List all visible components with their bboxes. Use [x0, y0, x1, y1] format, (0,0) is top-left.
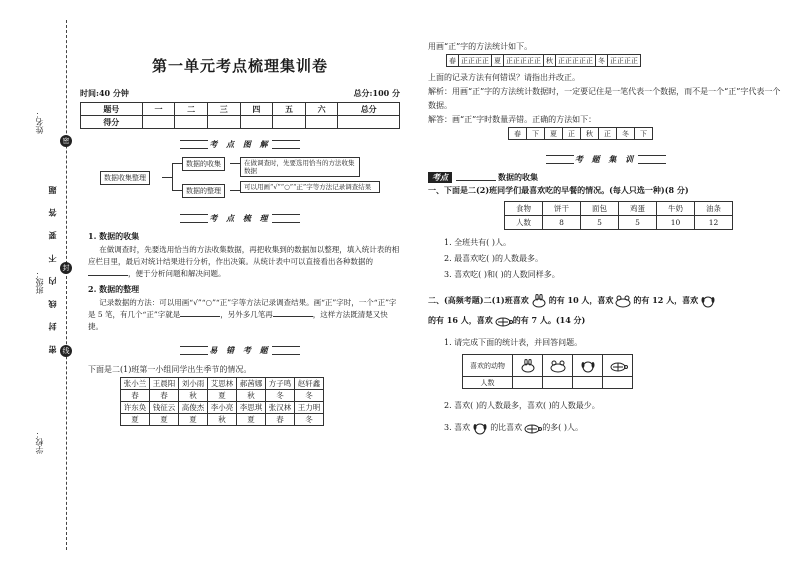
- tree-connector: [162, 177, 172, 178]
- score-input-row: 得分: [81, 116, 400, 129]
- error-analysis: 解析：用画“正”字的方法统计数据时，一定要记住是一笔代表一个数据，而不是一个“正”字代表一个数据。: [428, 87, 781, 110]
- exam-total: 总分:100 分: [353, 88, 400, 98]
- table-row: 许东奂 钱征云 高俊杰 李小亮 李思琪 张汉林 王力明: [121, 402, 324, 414]
- season-table: [120, 377, 324, 426]
- tree-connector: [230, 190, 240, 191]
- table-row: 夏 夏 夏 秋 夏 春 冬: [121, 414, 324, 426]
- score-cell[interactable]: [338, 116, 400, 129]
- table-row: 喜欢的动物: [463, 355, 633, 377]
- score-cell[interactable]: [240, 116, 273, 129]
- question-2-1: 1. 请完成下面的统计表，并回答问题。: [444, 338, 583, 347]
- score-table: [80, 102, 400, 129]
- fill-blank[interactable]: [88, 268, 128, 276]
- review-paragraph-1: 在做调查时，先要选用恰当的方法收集数据，再把收集到的数据加以整理，填入统计表的相应栏目里，最后对统计结果进行分析，作出决策。从统计表中可以直接看出各种数据的，便于分析问题和解决问题。: [88, 245, 400, 278]
- score-cell[interactable]: [142, 116, 175, 129]
- left-column: [80, 55, 400, 426]
- seal-circle-3: 线: [60, 345, 72, 357]
- school-field[interactable]: 学校：: [35, 430, 44, 454]
- page-title: 第一单元考点梳理集训卷: [151, 57, 328, 75]
- puppy-icon: [470, 421, 490, 435]
- review-paragraph-2: 记录数据的方法：可以用画“√”“○”“正”字等方法记录调查结果。画“正”字时，一个“正”字是 5 笔，有几个“正”字就是 ，另外多几笔再 ，这样方法既清楚又快捷。: [88, 298, 397, 331]
- name-field[interactable]: 姓名：: [35, 110, 44, 134]
- question-1-1[interactable]: 1. 全班共有( )人。: [444, 238, 511, 247]
- score-cell[interactable]: [207, 116, 240, 129]
- question-2-2[interactable]: 2. 喜欢( )的人数最多，喜欢( )的人数最少。: [444, 401, 600, 410]
- rabbit-icon: [529, 294, 549, 308]
- breakfast-table: [504, 201, 733, 230]
- practice-topic: [428, 172, 783, 183]
- exam-meta: [80, 88, 400, 99]
- tally-intro: 用画“正”字的方法统计如下。: [428, 42, 533, 51]
- table-row: 张小兰 王晨阳 刘小雨 艾思林 郝茜娜 方子鸣 赵轩鑫: [121, 378, 324, 390]
- table-row: 人数 8 5 5 10 12: [505, 216, 733, 230]
- frog-icon: [613, 294, 633, 308]
- seal-line: [66, 20, 67, 550]
- turtle-icon: [493, 314, 513, 328]
- tree-root: 数据收集整理: [100, 171, 150, 185]
- puppy-icon: [578, 359, 598, 373]
- count-cell[interactable]: [513, 377, 543, 389]
- question-2-3[interactable]: 3. 喜欢 的比喜欢 的多( )人。: [444, 421, 783, 435]
- count-cell[interactable]: [543, 377, 573, 389]
- error-answer: 解答：画“正”字时数量弄错。正确的方法如下：: [428, 115, 597, 124]
- question-1-3[interactable]: 3. 喜欢吃( )和( )的人数同样多。: [444, 270, 560, 279]
- tree-connector: [172, 163, 182, 164]
- table-row: 春 下 夏 正 秋 正 冬 下: [509, 128, 653, 140]
- topic-tag: 考点: [428, 172, 452, 183]
- turtle-icon: [608, 359, 628, 373]
- seal-circle-2: 封: [60, 262, 72, 274]
- seal-text: 密 封 线 内 不 要 答 题: [47, 180, 57, 354]
- fill-blank[interactable]: [273, 309, 313, 317]
- table-row: 春 春 秋 夏 秋 冬 冬: [121, 390, 324, 402]
- question-2: 二、(高频考题)二(1)班喜欢 的有 10 人，喜欢 的有 12 人，喜欢 的有 16 人，喜欢 的有 7 人。(14 分): [428, 290, 783, 330]
- tree-branch-collect: 数据的收集: [182, 157, 225, 171]
- binding-strip: [0, 0, 78, 562]
- tree-branch-organize: 数据的整理: [182, 184, 225, 198]
- score-cell[interactable]: [305, 116, 338, 129]
- tally-right-table: [508, 127, 653, 140]
- concept-tree: [100, 157, 400, 197]
- question-1-2[interactable]: 2. 最喜欢吃( )的人数最多。: [444, 254, 543, 263]
- seal-circle-1: 密: [60, 135, 72, 147]
- animal-table: [462, 354, 633, 389]
- tree-desc-organize: 可以用画“√”“○”“正”字等方法记录调查结果: [240, 181, 380, 193]
- review-heading-1: 1. 数据的收集: [88, 231, 140, 241]
- count-cell[interactable]: [603, 377, 633, 389]
- turtle-icon: [522, 421, 542, 435]
- section-banner-errors: 易 错 考 题: [180, 343, 300, 357]
- class-field[interactable]: 班级：: [35, 270, 44, 294]
- topic-divider: [456, 175, 496, 181]
- table-row: 食物 饼干 面包 鸡蛋 牛奶 油条: [505, 202, 733, 216]
- right-column: [428, 40, 783, 435]
- tree-connector: [172, 190, 182, 191]
- table-row: 春 正正正正 夏 正正正正正 秋 正正正正正 冬 正正正正: [447, 55, 641, 67]
- rabbit-icon: [518, 359, 538, 373]
- score-header-row: 题号 一 二 三 四 五 六 总分: [81, 103, 400, 116]
- section-banner-practice: 考 题 集 训: [546, 152, 666, 166]
- fill-blank[interactable]: [180, 309, 220, 317]
- error-intro: 下面是二(1)班第一小组同学出生季节的情况。: [88, 365, 252, 374]
- question-1: 一、下面是二(2)班同学们最喜欢吃的早餐的情况。(每人只选一种)(8 分): [428, 185, 689, 195]
- tally-wrong-table: [446, 54, 641, 67]
- table-row: 人数: [463, 377, 633, 389]
- section-banner-review: 考 点 梳 理: [180, 211, 300, 225]
- tree-desc-collect: 在做调查时，先要选用恰当的方法收集数据: [240, 157, 360, 177]
- tree-connector: [230, 163, 240, 164]
- score-cell[interactable]: [175, 116, 208, 129]
- puppy-icon: [698, 294, 718, 308]
- tree-connector: [172, 163, 173, 191]
- error-question: 上面的记录方法有何错误？请指出并改正。: [428, 73, 580, 82]
- review-heading-2: 2. 数据的整理: [88, 284, 140, 294]
- frog-icon: [548, 359, 568, 373]
- count-cell[interactable]: [573, 377, 603, 389]
- exam-time: 时间:40 分钟: [80, 88, 129, 98]
- topic-title: 数据的收集: [498, 172, 538, 182]
- score-cell[interactable]: [273, 116, 306, 129]
- section-banner-diagram: 考 点 图 解: [180, 137, 300, 151]
